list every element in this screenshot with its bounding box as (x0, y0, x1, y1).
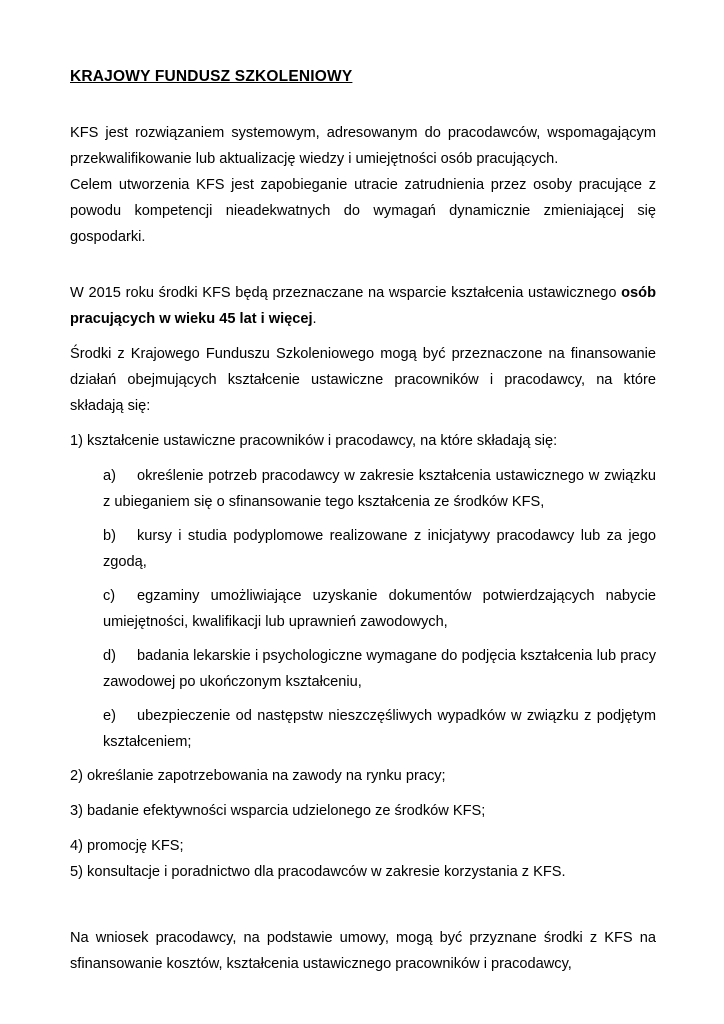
document-body (70, 64, 656, 977)
sub-item-c (103, 583, 656, 635)
year-paragraph-end: . (312, 311, 317, 327)
year-paragraph (70, 280, 656, 332)
sub-item-text: badania lekarskie i psychologiczne wymagane do podjęcia kształcenia lub pracy zawodowej po ukończonym kształceniu, (103, 648, 656, 690)
sub-item-text: egzaminy umożliwiające uzyskanie dokumentów potwierdzających nabycie umiejętności, kwalifikacji lub uprawnień zawodowych, (103, 588, 656, 630)
sub-item-label: a) (103, 468, 116, 484)
sub-item-text: określenie potrzeb pracodawcy w zakresie kształcenia ustawicznego w związku z ubieganiem się o sfinansowanie tego kształcenia ze środków KFS, (103, 468, 656, 510)
intro-paragraph-1: KFS jest rozwiązaniem systemowym, adresowanym do pracodawców, wspomagającym przekwalifikowanie lub aktualizację wiedzy i umiejętności osób pracujących. (70, 125, 656, 167)
sub-item-d (103, 643, 656, 695)
list-item-1: 1) kształcenie ustawiczne pracowników i pracodawcy, na które składają się: (70, 433, 558, 449)
funds-paragraph: Środki z Krajowego Funduszu Szkoleniowego mogą być przeznaczone na finansowanie działań obejmujących kształcenie ustawiczne pracowników i pracodawcy, na które składają się: (70, 346, 656, 414)
sub-item-text: ubezpieczenie od następstw nieszczęśliwych wypadków w związku z podjętym kształceniem; (103, 708, 656, 750)
list-item-2: 2) określanie zapotrzebowania na zawody na rynku pracy; (70, 768, 446, 784)
year-paragraph-bold: osób pracujących w wieku 45 lat i więcej (70, 285, 656, 327)
list-item-5: 5) konsultacje i poradnictwo dla pracodawców w zakresie korzystania z KFS. (70, 864, 566, 880)
sub-item-e (103, 703, 656, 755)
sub-item-a (103, 463, 656, 515)
list-item-3: 3) badanie efektywności wsparcia udzielonego ze środków KFS; (70, 803, 486, 819)
sub-item-text: kursy i studia podyplomowe realizowane z inicjatywy pracodawcy lub za jego zgodą, (103, 528, 656, 570)
document-title: KRAJOWY FUNDUSZ SZKOLENIOWY (70, 68, 353, 85)
list-item-4: 4) promocję KFS; (70, 838, 184, 854)
sub-item-label: b) (103, 528, 116, 544)
closing-paragraph: Na wniosek pracodawcy, na podstawie umowy, mogą być przyznane środki z KFS na sfinansowanie kosztów, kształcenia ustawicznego pracowników i pracodawcy, (70, 930, 656, 972)
year-paragraph-text: W 2015 roku środki KFS będą przeznaczane na wsparcie kształcenia ustawicznego (70, 285, 622, 301)
sub-item-b (103, 523, 656, 575)
sub-item-label: c) (103, 588, 116, 604)
sub-item-label: e) (103, 708, 116, 724)
intro-paragraph-2: Celem utworzenia KFS jest zapobieganie utracie zatrudnienia przez osoby pracujące z powodu kompetencji nieadekwatnych do wymagań dynamicznie zmieniającej się gospodarki. (70, 177, 656, 245)
sub-item-label: d) (103, 648, 116, 664)
